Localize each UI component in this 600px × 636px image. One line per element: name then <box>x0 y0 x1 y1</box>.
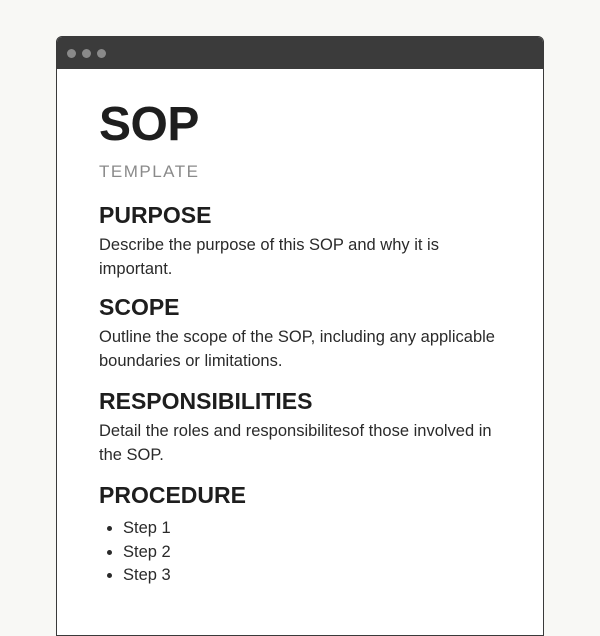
section-heading-purpose: PURPOSE <box>99 202 212 228</box>
section-procedure <box>99 481 501 588</box>
document-content <box>57 69 543 588</box>
document-window <box>56 36 544 636</box>
window-control-dot-3[interactable] <box>97 49 106 58</box>
section-body-purpose: Describe the purpose of this SOP and why it is important. <box>99 236 439 278</box>
section-heading-responsibilities: RESPONSIBILITIES <box>99 388 313 414</box>
window-titlebar <box>57 37 543 69</box>
section-purpose <box>99 201 501 281</box>
list-item: • Step 1 <box>123 517 501 541</box>
section-responsibilities <box>99 387 501 467</box>
window-control-dot-2[interactable] <box>82 49 91 58</box>
list-item: • Step 2 <box>123 541 501 565</box>
section-heading-procedure: PROCEDURE <box>99 482 246 508</box>
list-item: • Step 3 <box>123 564 501 588</box>
section-body-scope: Outline the scope of the SOP, including any applicable boundaries or limitations. <box>99 328 495 370</box>
document-subtitle: TEMPLATE <box>99 162 200 181</box>
document-title: SOP <box>99 98 199 151</box>
window-control-dot-1[interactable] <box>67 49 76 58</box>
procedure-steps-list <box>99 517 501 588</box>
section-body-responsibilities: Detail the roles and responsibilitesof those involved in the SOP. <box>99 422 492 464</box>
section-scope <box>99 293 501 373</box>
section-heading-scope: SCOPE <box>99 294 180 320</box>
